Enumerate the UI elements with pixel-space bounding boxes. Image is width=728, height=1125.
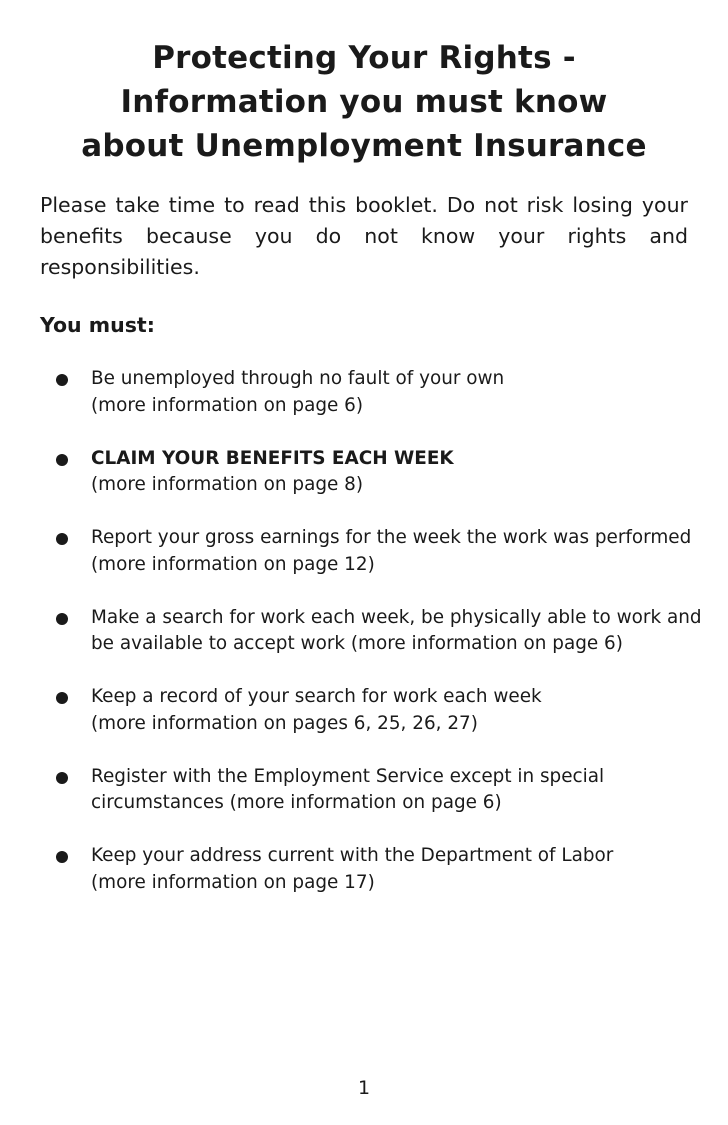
bullet-icon bbox=[56, 533, 68, 545]
list-item-text bbox=[91, 684, 703, 737]
list-item-reference: (more information on page 17) bbox=[91, 871, 375, 893]
list-item bbox=[0, 525, 728, 605]
list-item-line: Report your gross earnings for the week the work was performed bbox=[91, 527, 692, 548]
page-number: 1 bbox=[357, 1077, 371, 1099]
list-item-line: Make a search for work each week, be physically able to work and bbox=[91, 606, 702, 628]
bullet-icon bbox=[56, 613, 68, 625]
list-item-reference: circumstances (more information on page 6) bbox=[91, 792, 502, 813]
bullet-icon bbox=[56, 692, 68, 704]
title-line-1: Protecting Your Rights - bbox=[152, 40, 576, 76]
list-item bbox=[0, 446, 728, 526]
list-item-line: Keep your address current with the Department of Labor bbox=[91, 845, 614, 866]
list-item-text bbox=[91, 366, 703, 419]
title-line-3: about Unemployment Insurance bbox=[81, 128, 647, 164]
bullet-icon bbox=[56, 772, 68, 784]
list-item-text bbox=[91, 764, 703, 817]
list-item bbox=[0, 605, 728, 685]
you-must-heading: You must: bbox=[40, 313, 155, 337]
list-item-reference: (more information on pages 6, 25, 26, 27) bbox=[91, 712, 478, 734]
list-item-line: Register with the Employment Service except in special bbox=[91, 765, 605, 787]
list-item-reference: (more information on page 6) bbox=[91, 394, 364, 416]
list-item-text bbox=[91, 525, 703, 578]
list-item bbox=[0, 764, 728, 844]
list-item-line: Be unemployed through no fault of your own bbox=[91, 368, 505, 389]
bullet-icon bbox=[56, 454, 68, 466]
intro-paragraph: Please take time to read this booklet. Do not risk losing your benefits because you do not know your rights and responsibilities. bbox=[40, 193, 688, 279]
requirements-list bbox=[0, 366, 728, 923]
title-line-2: Information you must know bbox=[120, 84, 608, 120]
list-item-line: CLAIM YOUR BENEFITS EACH WEEK bbox=[91, 447, 454, 469]
list-item bbox=[0, 843, 728, 923]
page-title bbox=[0, 36, 728, 168]
bullet-icon bbox=[56, 851, 68, 863]
list-item-reference: be available to accept work (more information on page 6) bbox=[91, 633, 623, 654]
list-item-text bbox=[91, 605, 703, 658]
list-item-line: Keep a record of your search for work each week bbox=[91, 686, 542, 707]
list-item-text bbox=[91, 446, 703, 499]
list-item bbox=[0, 366, 728, 446]
bullet-icon bbox=[56, 374, 68, 386]
list-item-reference: (more information on page 8) bbox=[91, 474, 364, 495]
list-item-text bbox=[91, 843, 703, 896]
list-item-reference: (more information on page 12) bbox=[91, 553, 375, 575]
list-item bbox=[0, 684, 728, 764]
